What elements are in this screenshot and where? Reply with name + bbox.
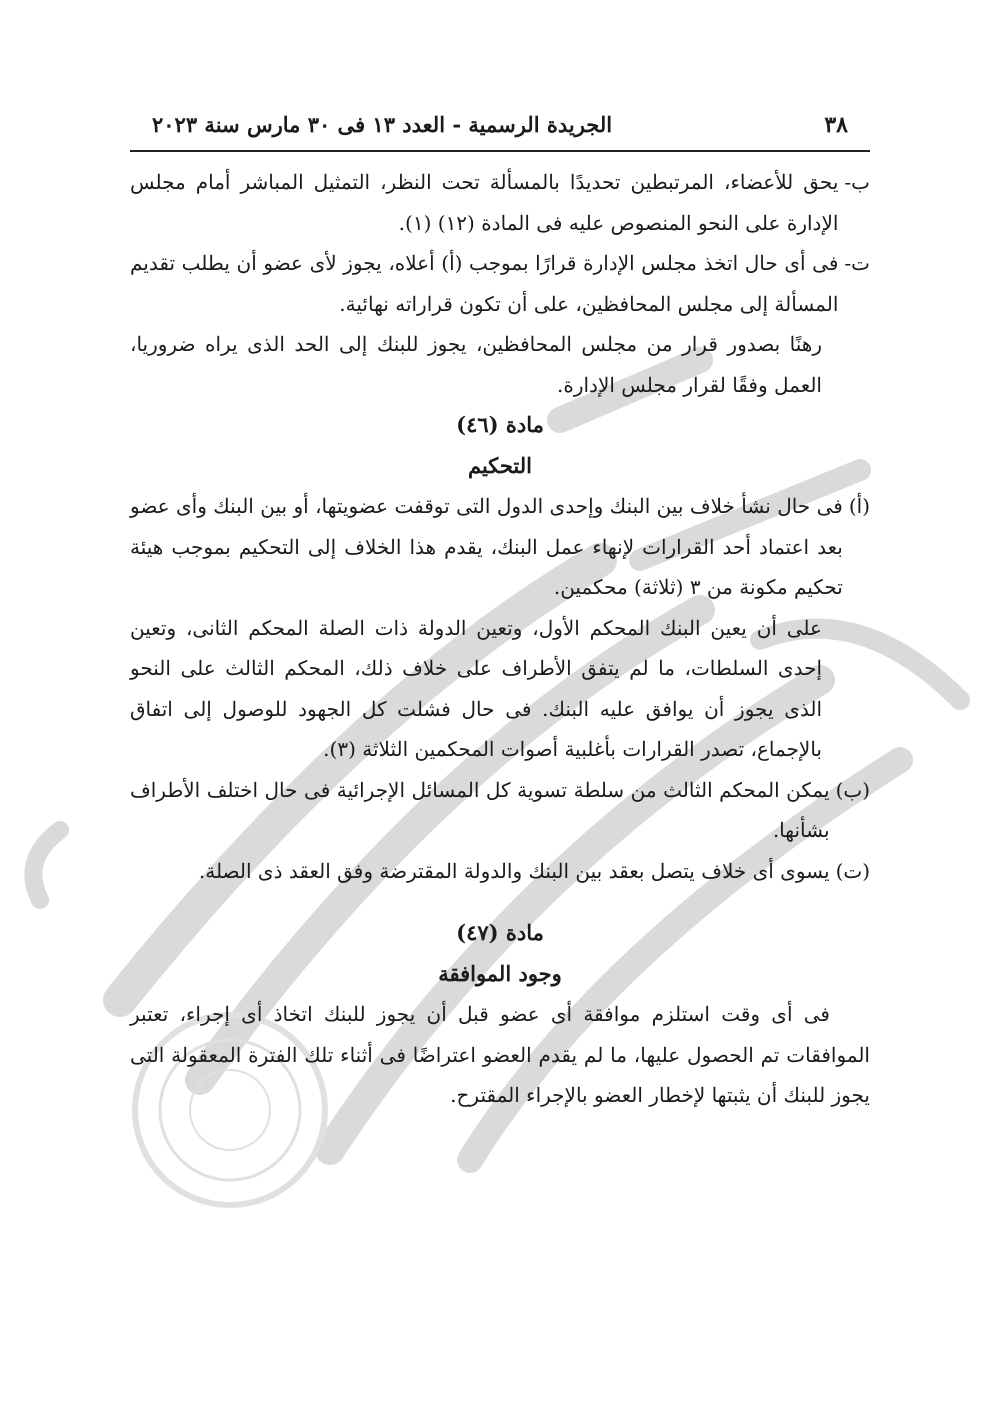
article-46-clause-a-continuation: على أن يعين البنك المحكم الأول، وتعين الدولة ذات الصلة المحكم الثانى، وتعين إحدى السلطات، ما لم يتفق الأطراف على خلاف ذلك، المحكم الثالث على النحو الذى يجوز أن يوافق عليه البنك. فى حال فشلت كل الجهود للوصول إلى اتفاق بالإجماع، تصدر القرارات بأغلبية أصوات المحكمين الثلاثة (٣). <box>130 615 822 761</box>
article-46-subtitle: التحكيم <box>467 452 533 478</box>
article-47-subtitle: وجود الموافقة <box>438 960 562 986</box>
clause-text: يحق للأعضاء، المرتبطين تحديدًا بالمسألة تحت النظر، التمثيل المباشر أمام مجلس الإدارة على النحو المنصوص عليه فى المادة (١٢) (١). <box>130 170 839 235</box>
clause-marker: (أ) <box>848 494 870 518</box>
clause-t-continuation: رهنًا بصدور قرار من مجلس المحافظين، يجوز للبنك إلى الحد الذى يراه ضروريا، العمل وفقًا لقرار مجلس الإدارة. <box>130 332 822 397</box>
clause-t <box>130 243 870 324</box>
gazette-title: الجريدة الرسمية - العدد ١٣ فى ٣٠ مارس سنة ٢٠٢٣ <box>152 112 613 137</box>
article-46-clause-b <box>130 770 870 851</box>
article-47-title: مادة (٤٧) <box>456 920 544 945</box>
clause-marker: ت- <box>844 251 870 275</box>
clause-b <box>130 162 870 243</box>
article-47-text: فى أى وقت استلزم موافقة أى عضو قبل أن يجوز للبنك اتخاذ أى إجراء، تعتبر الموافقات تم الحصول عليها، ما لم يقدم العضو اعتراضًا فى أثناء تلك الفترة المعقولة التى يجوز للبنك أن يثبتها لإخطار العضو بالإجراء المقترح. <box>130 1002 870 1107</box>
clause-marker: (ب) <box>835 777 870 802</box>
clause-marker: ب- <box>844 170 870 194</box>
document-body <box>130 162 870 1116</box>
article-46-clause-a <box>130 486 870 608</box>
page-number: ٣٨ <box>824 112 848 138</box>
page-header <box>130 112 870 152</box>
clause-text: فى حال نشأ خلاف بين البنك وإحدى الدول التى توقفت عضويتها، أو بين البنك وأى عضو بعد اعتماد أحد القرارات لإنهاء عمل البنك، يقدم هذا الخلاف إلى التحكيم بموجب هيئة تحكيم مكونة من ٣ (ثلاثة) محكمين. <box>130 494 843 599</box>
article-46-title: مادة (٤٦) <box>456 412 544 437</box>
clause-text: فى أى حال اتخذ مجلس الإدارة قرارًا بموجب (أ) أعلاه، يجوز لأى عضو أن يطلب تقديم المسألة إلى مجلس المحافظين، على أن تكون قراراته نهائية. <box>130 251 839 316</box>
clause-text: يمكن المحكم الثالث من سلطة تسوية كل المسائل الإجرائية فى حال اختلف الأطراف بشأنها. <box>130 777 830 842</box>
clause-marker: (ت) <box>835 858 870 883</box>
clause-text: يسوى أى خلاف يتصل بعقد بين البنك والدولة المقترضة وفق العقد ذى الصلة. <box>198 858 830 883</box>
article-46-clause-t <box>130 851 870 892</box>
document-page <box>130 112 870 1116</box>
